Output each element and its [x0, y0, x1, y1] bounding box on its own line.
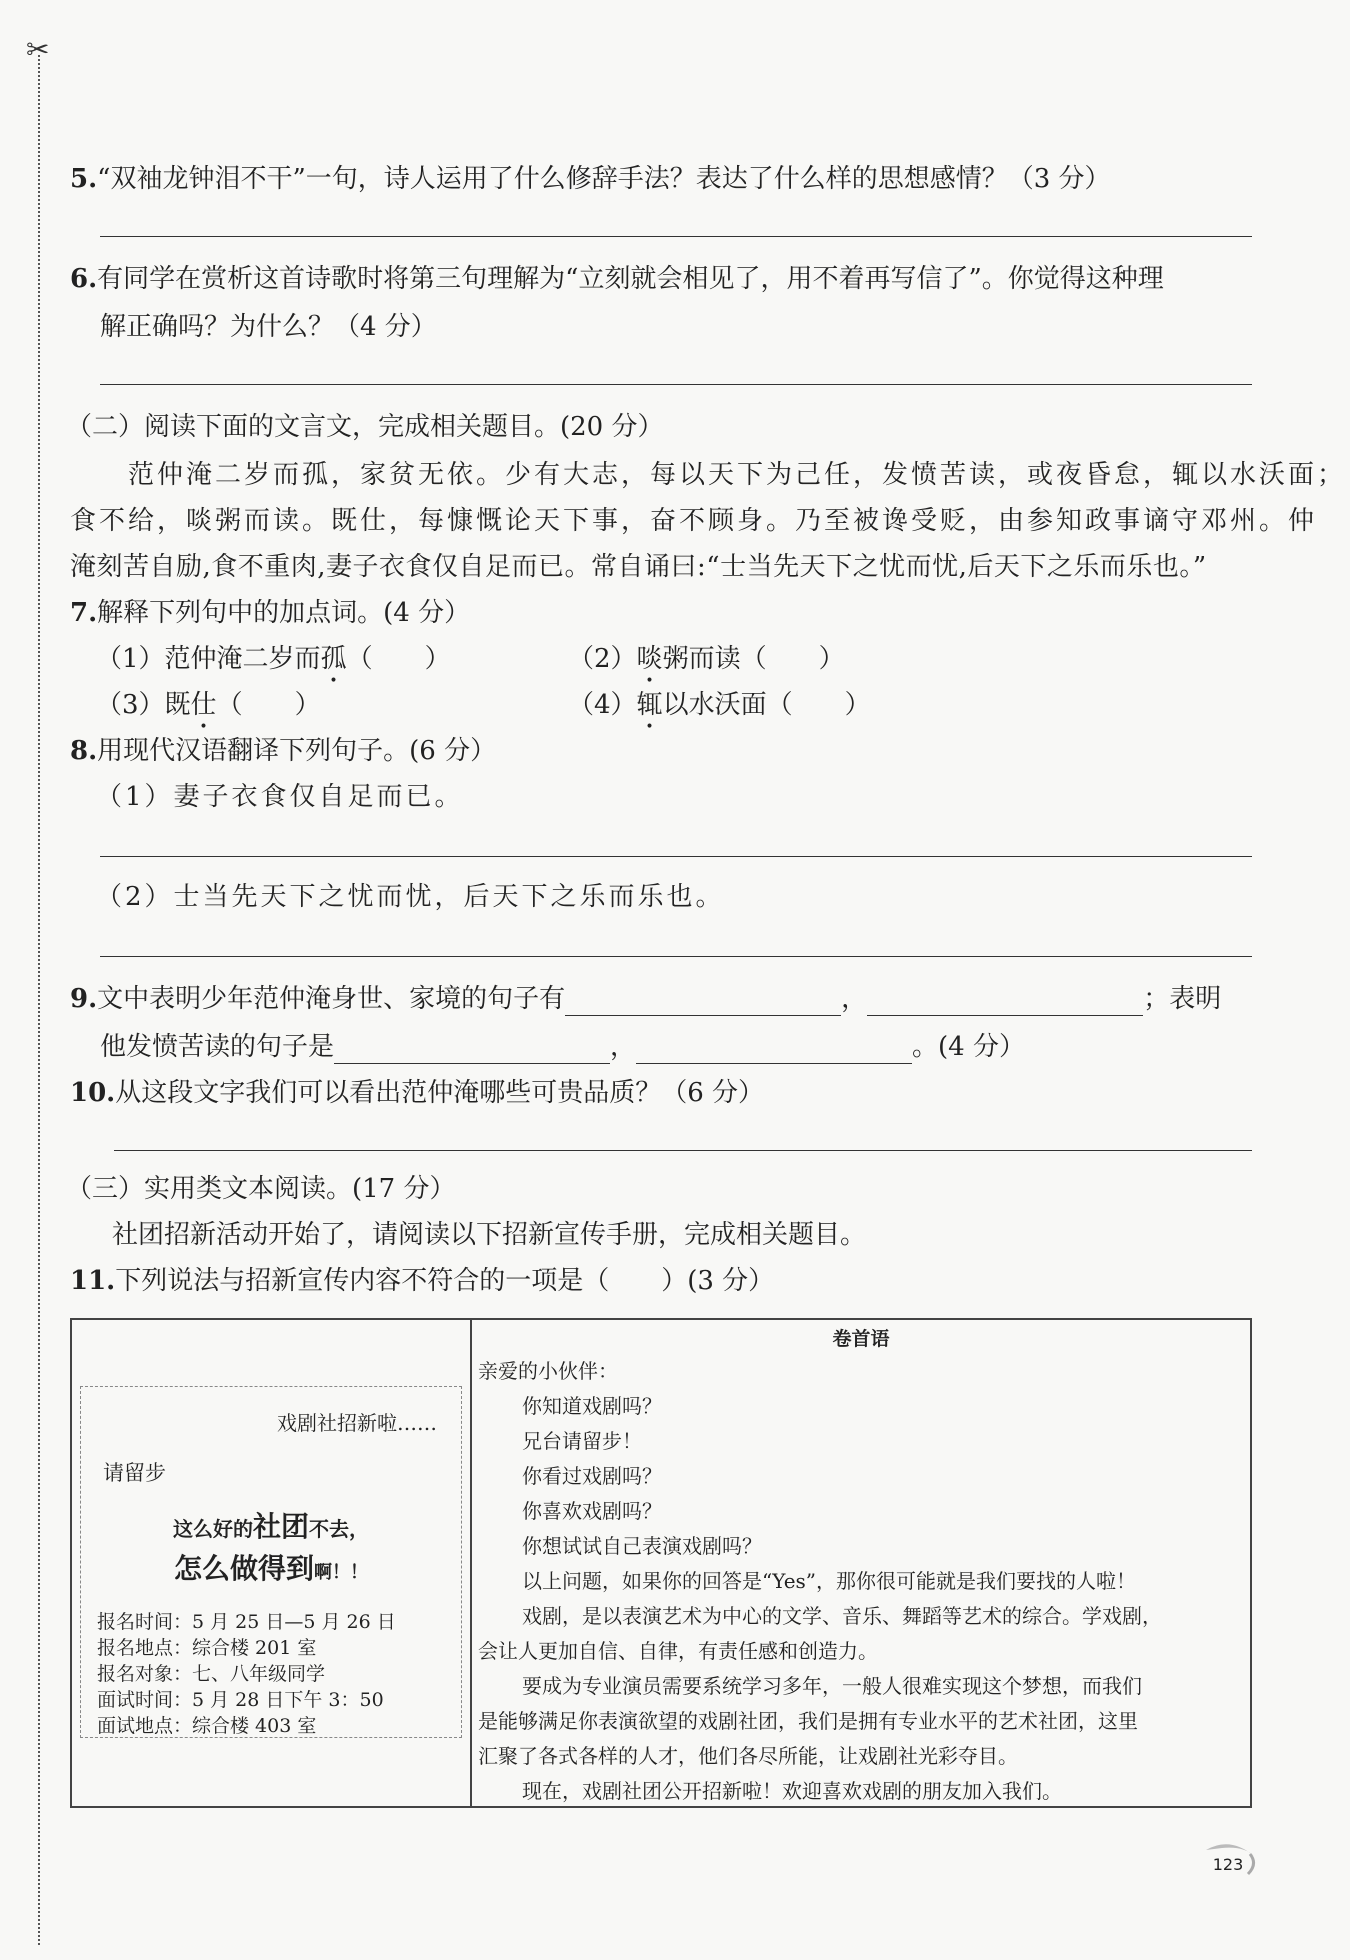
question-10 — [70, 1076, 764, 1110]
fill-blank[interactable] — [565, 987, 841, 1016]
preface-line: 现在，戏剧社团公开招新啦！欢迎喜欢戏剧的朋友加入我们。 — [522, 1779, 1062, 1803]
section-2-title: （二）阅读下面的文言文，完成相关题目。(20 分） — [66, 412, 664, 442]
question-9-cont: 他发愤苦读的句子是 ， 。(4 分） — [100, 1032, 1025, 1062]
question-8 — [70, 734, 496, 768]
preface-line: 是能够满足你表演欲望的戏剧社团，我们是拥有专业水平的艺术社团，这里 — [478, 1709, 1138, 1733]
svg-text:123: 123 — [1212, 1855, 1244, 1874]
recruitment-brochure — [70, 1318, 1252, 1808]
preface-line: 要成为专业演员需要系统学习多年，一般人很难实现这个梦想，而我们 — [522, 1674, 1142, 1698]
poster-slogan-2: 怎么做得到啊！！ — [173, 1552, 368, 1585]
preface-line: 兄台请留步！ — [522, 1429, 642, 1453]
preface-line: 你看过戏剧吗？ — [522, 1464, 662, 1488]
preface-panel — [472, 1320, 1250, 1806]
question-7 — [70, 596, 470, 630]
q7-item-1: （1）范仲淹二岁而孤（ ） — [96, 644, 451, 674]
poster-stay: 请留步 — [103, 1461, 166, 1485]
info-line: 报名时间：5 月 25 日—5 月 26 日 — [97, 1611, 396, 1633]
q7-item-3: （3）既仕（ ） — [96, 690, 321, 720]
preface-line: 戏剧，是以表演艺术为中心的文学、音乐、舞蹈等艺术的综合。学戏剧， — [522, 1604, 1162, 1628]
answer-line[interactable] — [100, 236, 1252, 237]
question-number: 10. — [70, 1078, 116, 1108]
question-number: 6. — [70, 264, 98, 294]
poster-card — [80, 1386, 462, 1738]
fill-blank[interactable] — [636, 1035, 912, 1064]
question-text: 下列说法与招新宣传内容不符合的一项是（ ）(3 分） — [115, 1266, 775, 1296]
q7-item-4: （4）辄以水沃面（ ） — [568, 690, 871, 720]
question-number: 11. — [70, 1266, 116, 1296]
poster-slogan-1: 这么好的社团不去， — [172, 1510, 369, 1543]
question-text: 从这段文字我们可以看出范仲淹哪些可贵品质？（6 分） — [115, 1078, 765, 1108]
passage-line: 范仲淹二岁而孤，家贫无依。少有大志，每以天下为己任，发愤苦读，或夜昏怠，辄以水沃面； — [128, 460, 1347, 490]
cut-line — [38, 55, 40, 1945]
q8-sentence-1: （1）妻子衣食仅自足而已。 — [96, 782, 464, 812]
question-11 — [70, 1264, 774, 1298]
answer-line[interactable] — [100, 956, 1252, 957]
preface-title: 卷首语 — [832, 1328, 890, 1350]
question-text: 有同学在赏析这首诗歌时将第三句理解为“立刻就会相见了，用不着再写信了”。你觉得这种理 — [97, 264, 1164, 294]
preface-line: 汇聚了各式各样的人才，他们各尽所能，让戏剧社光彩夺目。 — [478, 1744, 1018, 1768]
question-text: 解正确吗？为什么？（4 分） — [100, 312, 437, 342]
answer-line[interactable] — [114, 1150, 1252, 1151]
section-3-intro: 社团招新活动开始了，请阅读以下招新宣传手册，完成相关题目。 — [112, 1220, 867, 1250]
info-line: 面试时间：5 月 28 日下午 3：50 — [97, 1689, 384, 1711]
section-3-title: （三）实用类文本阅读。(17 分） — [66, 1174, 456, 1204]
dotted-word: 辄 — [636, 690, 663, 720]
question-text: 用现代汉语翻译下列句子。(6 分） — [97, 736, 497, 766]
preface-line: 会让人更加自信、自律，有责任感和创造力。 — [478, 1639, 878, 1663]
fill-blank[interactable] — [334, 1035, 610, 1064]
poster-heading: 戏剧社招新啦…… — [277, 1411, 437, 1435]
poster-info — [97, 1609, 396, 1739]
preface-line: 你喜欢戏剧吗？ — [522, 1499, 662, 1523]
answer-line[interactable] — [100, 384, 1252, 385]
preface-line: 亲爱的小伙伴： — [478, 1359, 618, 1383]
q8-sentence-2: （2）士当先天下之忧而忧，后天下之乐而乐也。 — [96, 882, 725, 912]
question-number: 7. — [70, 598, 98, 628]
info-line: 面试地点：综合楼 403 室 — [97, 1715, 317, 1737]
preface-line: 你想试试自己表演戏剧吗？ — [522, 1534, 762, 1558]
question-text: 解释下列句中的加点词。(4 分） — [97, 598, 471, 628]
question-6 — [70, 262, 1164, 296]
question-number: 9. — [70, 984, 98, 1014]
dotted-word: 啖 — [636, 644, 663, 674]
passage-line: 淹刻苦自励,食不重肉,妻子衣食仅自足而已。常自诵曰:“士当先天下之忧而忧,后天下之乐而乐也。” — [70, 552, 1207, 582]
question-5 — [70, 162, 1111, 196]
info-line: 报名地点：综合楼 201 室 — [97, 1637, 317, 1659]
question-9: 9.文中表明少年范仲淹身世、家境的句子有 ， ；表明 — [70, 984, 1222, 1014]
preface-line: 以上问题，如果你的回答是“Yes”，那你很可能就是我们要找的人啦！ — [522, 1569, 1137, 1593]
dotted-word: 孤 — [320, 644, 347, 674]
question-text: “双袖龙钟泪不干”一句，诗人运用了什么修辞手法？表达了什么样的思想感情？（3 分） — [97, 164, 1111, 194]
answer-line[interactable] — [100, 856, 1252, 857]
fill-blank[interactable] — [867, 987, 1143, 1016]
dotted-word: 仕 — [190, 690, 217, 720]
poster-panel — [72, 1320, 472, 1806]
page-number — [1200, 1838, 1258, 1878]
page-number-swoosh-icon — [1200, 1838, 1258, 1878]
scissors-icon: ✂ — [26, 33, 50, 66]
question-6-cont — [100, 310, 437, 344]
question-number: 5. — [70, 164, 98, 194]
question-number: 8. — [70, 736, 98, 766]
preface-line: 你知道戏剧吗？ — [522, 1394, 662, 1418]
info-line: 报名对象：七、八年级同学 — [97, 1663, 326, 1685]
passage-line: 食不给，啖粥而读。既仕，每慷慨论天下事，奋不顾身。乃至被谗受贬，由参知政事谪守邓州。仲 — [70, 506, 1318, 536]
q7-item-2: （2）啖粥而读（ ） — [568, 644, 845, 674]
